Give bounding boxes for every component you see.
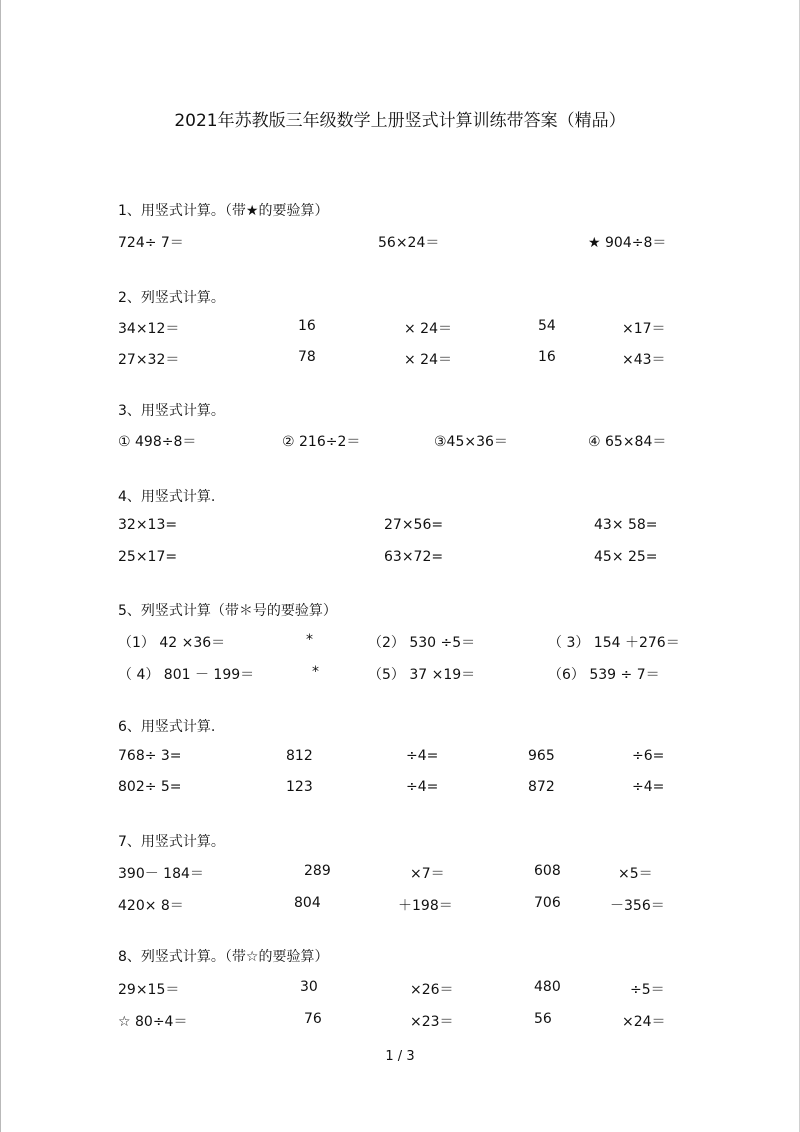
problem: （5） 37 ×19＝ <box>368 667 476 683</box>
problem-part: ÷6= <box>632 748 665 764</box>
problem-part: 30 <box>300 979 318 995</box>
problem-part: × 24＝ <box>404 321 452 337</box>
problem-part: 123 <box>286 779 313 795</box>
problem: ③45×36＝ <box>434 434 508 450</box>
problem-part: 812 <box>286 748 313 764</box>
problem-part: 480 <box>534 979 561 995</box>
problem: ② 216÷2＝ <box>282 434 361 450</box>
problem-part: 76 <box>304 1011 322 1027</box>
problem: （2） 530 ÷5＝ <box>368 635 476 651</box>
problem-part: ÷4= <box>406 748 439 764</box>
section-4-heading: 4、用竖式计算. <box>118 489 216 505</box>
problem: 27×56= <box>384 517 444 533</box>
section-6-heading: 6、用竖式计算. <box>118 719 216 735</box>
problem-part: 706 <box>534 895 561 911</box>
problem: 29×15＝ <box>118 982 180 998</box>
problem-part: 56 <box>534 1011 552 1027</box>
problem: ☆ 80÷4＝ <box>118 1014 188 1030</box>
section-8-heading: 8、列竖式计算。（带☆的要验算） <box>118 949 329 965</box>
problem: 45× 25= <box>594 549 658 565</box>
problem-part: ÷5＝ <box>630 982 665 998</box>
check-mark: * <box>312 664 319 680</box>
problem-part: ×5＝ <box>618 866 653 882</box>
problem: ④ 65×84＝ <box>588 434 667 450</box>
problem-part: × 24＝ <box>404 352 452 368</box>
problem-part: 16 <box>538 349 556 365</box>
problem-part: ÷4= <box>406 779 439 795</box>
problem-part: 965 <box>528 748 555 764</box>
problem: 63×72= <box>384 549 444 565</box>
problem: ★ 904÷8＝ <box>588 235 667 251</box>
problem: （ 4） 801 － 199＝ <box>118 667 255 683</box>
problem-part: 872 <box>528 779 555 795</box>
check-mark: * <box>306 632 313 648</box>
problem-part: ×23＝ <box>410 1014 454 1030</box>
problem: 32×13= <box>118 517 178 533</box>
problem: （6） 539 ÷ 7＝ <box>548 667 660 683</box>
problem: 34×12＝ <box>118 321 180 337</box>
problem-part: 16 <box>298 318 316 334</box>
page-edge-left <box>0 0 1 1132</box>
section-5-heading: 5、列竖式计算（带＊号的要验算） <box>118 603 337 619</box>
problem: 25×17= <box>118 549 178 565</box>
problem: ① 498÷8＝ <box>118 434 197 450</box>
problem-part: 78 <box>298 349 316 365</box>
section-1-heading: 1、用竖式计算。（带★的要验算） <box>118 203 329 219</box>
problem: 390－ 184＝ <box>118 866 204 882</box>
section-2-heading: 2、列竖式计算。 <box>118 290 225 306</box>
problem-part: 289 <box>304 863 331 879</box>
problem: 27×32＝ <box>118 352 180 368</box>
problem: 802÷ 5= <box>118 779 182 795</box>
problem: （ 3） 154 ＋276＝ <box>548 635 680 651</box>
problem-part: 804 <box>294 895 321 911</box>
problem: 43× 58= <box>594 517 658 533</box>
section-3-heading: 3、用竖式计算。 <box>118 403 225 419</box>
problem-part: 608 <box>534 863 561 879</box>
problem: 724÷ 7＝ <box>118 235 184 251</box>
problem-part: －356＝ <box>610 898 665 914</box>
problem-part: ×17＝ <box>622 321 666 337</box>
section-7-heading: 7、用竖式计算。 <box>118 834 225 850</box>
problem-part: ×7＝ <box>410 866 445 882</box>
problem-part: ÷4= <box>632 779 665 795</box>
problem-part: ×26＝ <box>410 982 454 998</box>
problem: 56×24＝ <box>378 235 440 251</box>
problem-part: ×43＝ <box>622 352 666 368</box>
problem-part: ×24＝ <box>622 1014 666 1030</box>
problem: 420× 8＝ <box>118 898 184 914</box>
problem: 768÷ 3= <box>118 748 182 764</box>
problem: （1） 42 ×36＝ <box>118 635 226 651</box>
problem-part: ＋198＝ <box>398 898 453 914</box>
problem-part: 54 <box>538 318 556 334</box>
document-title: 2021年苏教版三年级数学上册竖式计算训练带答案（精品） <box>174 111 626 131</box>
page-number: 1 / 3 <box>385 1049 415 1064</box>
